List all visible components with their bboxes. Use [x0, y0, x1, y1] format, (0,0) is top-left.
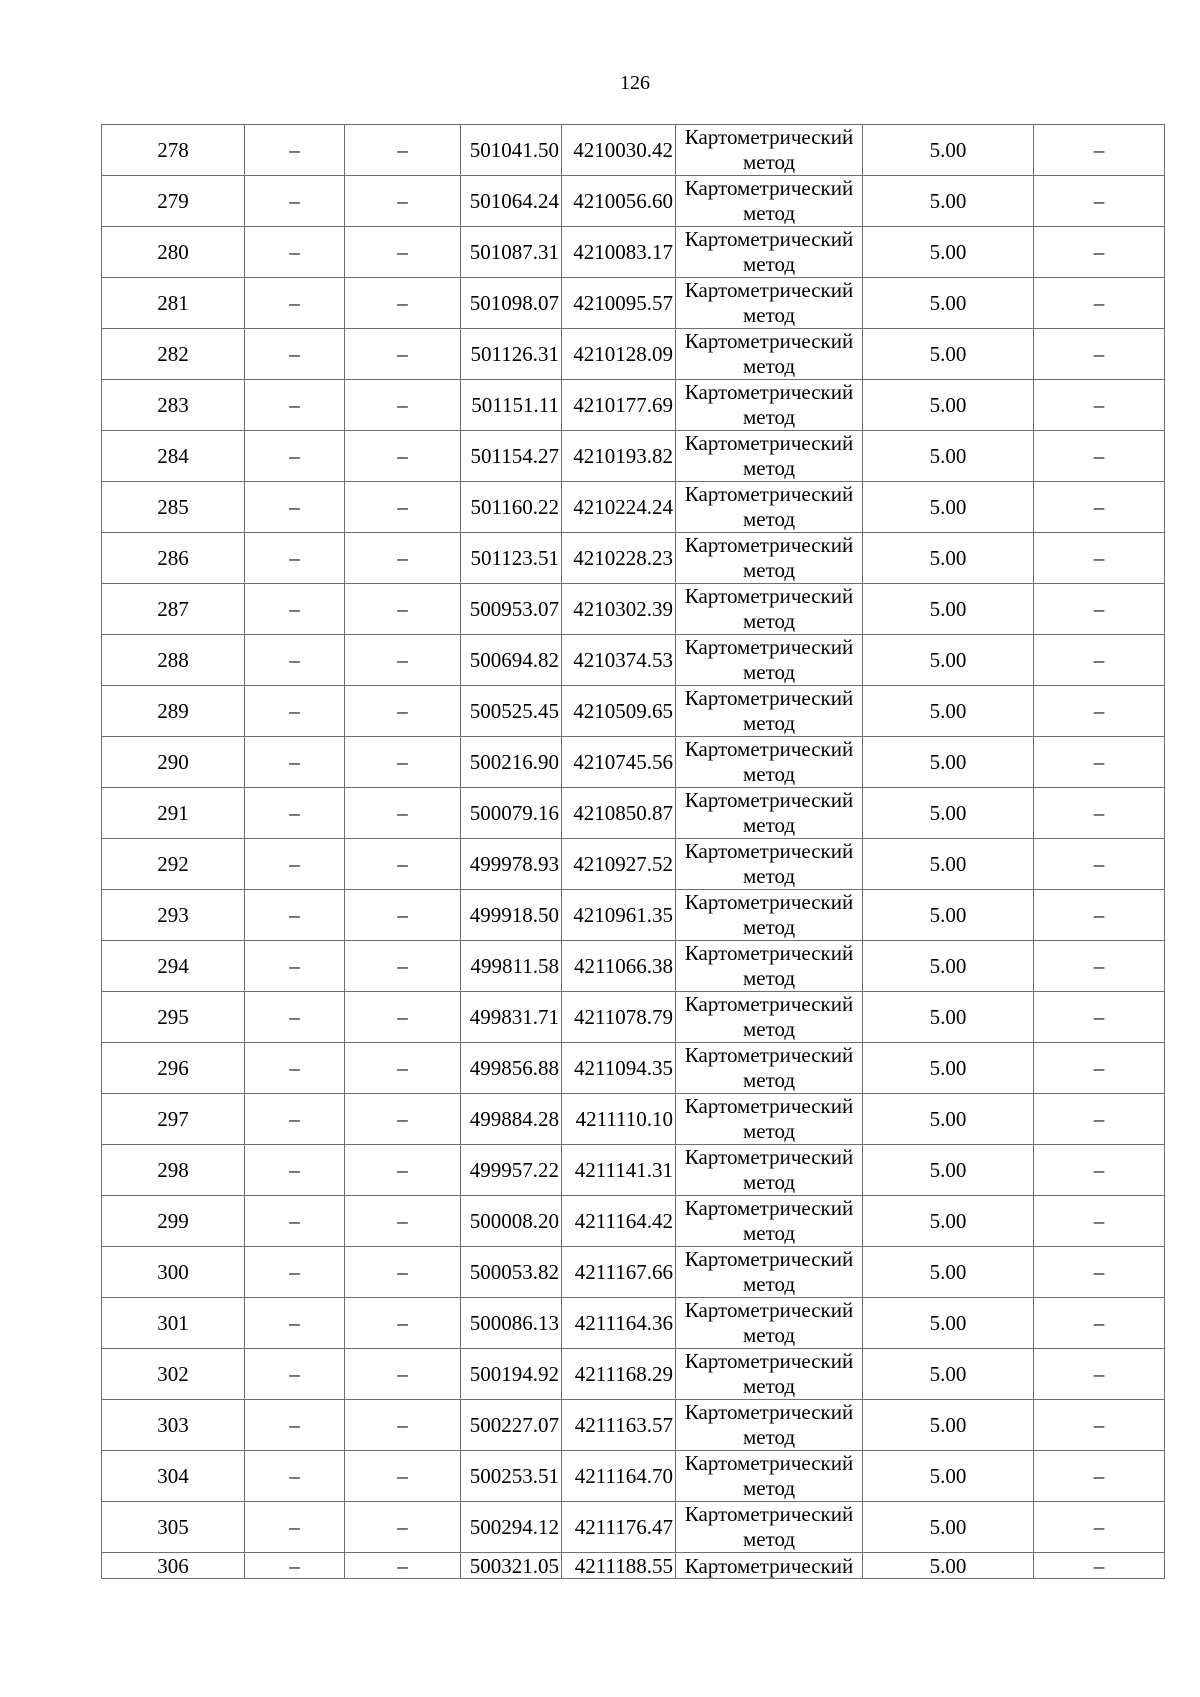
table-row	[102, 839, 1165, 890]
method-cell: Картометрический метод	[676, 1451, 863, 1502]
y-coordinate-cell: 4211164.42	[562, 1196, 676, 1247]
method-cell: Картометрический метод	[676, 1094, 863, 1145]
table-row	[102, 1145, 1165, 1196]
dash-cell: –	[1034, 1196, 1165, 1247]
point-number-cell: 281	[102, 278, 245, 329]
accuracy-cell: 5.00	[863, 1247, 1034, 1298]
dash-cell: –	[245, 176, 345, 227]
accuracy-cell: 5.00	[863, 176, 1034, 227]
y-coordinate-cell: 4211163.57	[562, 1400, 676, 1451]
dash-cell: –	[1034, 125, 1165, 176]
table-row	[102, 584, 1165, 635]
dash-cell: –	[345, 1094, 461, 1145]
table-row	[102, 1553, 1165, 1579]
table-row	[102, 1502, 1165, 1553]
y-coordinate-cell: 4211188.55	[562, 1553, 676, 1579]
accuracy-cell: 5.00	[863, 1145, 1034, 1196]
dash-cell: –	[345, 1400, 461, 1451]
dash-cell: –	[1034, 941, 1165, 992]
method-cell: Картометрический метод	[676, 227, 863, 278]
point-number-cell: 295	[102, 992, 245, 1043]
method-cell: Картометрический метод	[676, 1145, 863, 1196]
method-cell: Картометрический метод	[676, 380, 863, 431]
y-coordinate-cell: 4211078.79	[562, 992, 676, 1043]
x-coordinate-cell: 501154.27	[461, 431, 562, 482]
method-cell: Картометрический метод	[676, 1043, 863, 1094]
y-coordinate-cell: 4211176.47	[562, 1502, 676, 1553]
dash-cell: –	[345, 1247, 461, 1298]
dash-cell: –	[345, 890, 461, 941]
dash-cell: –	[1034, 278, 1165, 329]
accuracy-cell: 5.00	[863, 1451, 1034, 1502]
dash-cell: –	[245, 125, 345, 176]
method-cell: Картометрический метод	[676, 737, 863, 788]
dash-cell: –	[1034, 788, 1165, 839]
method-cell: Картометрический метод	[676, 1349, 863, 1400]
dash-cell: –	[245, 1247, 345, 1298]
y-coordinate-cell: 4211110.10	[562, 1094, 676, 1145]
dash-cell: –	[345, 839, 461, 890]
point-number-cell: 298	[102, 1145, 245, 1196]
point-number-cell: 297	[102, 1094, 245, 1145]
dash-cell: –	[245, 788, 345, 839]
method-cell: Картометрический метод	[676, 176, 863, 227]
table-row	[102, 1094, 1165, 1145]
dash-cell: –	[345, 1349, 461, 1400]
dash-cell: –	[1034, 686, 1165, 737]
method-cell: Картометрический метод	[676, 890, 863, 941]
point-number-cell: 278	[102, 125, 245, 176]
method-cell: Картометрический метод	[676, 1502, 863, 1553]
y-coordinate-cell: 4211141.31	[562, 1145, 676, 1196]
point-number-cell: 299	[102, 1196, 245, 1247]
table-row	[102, 788, 1165, 839]
x-coordinate-cell: 499811.58	[461, 941, 562, 992]
dash-cell: –	[345, 227, 461, 278]
coordinates-table	[101, 124, 1165, 1579]
dash-cell: –	[345, 1298, 461, 1349]
dash-cell: –	[1034, 1553, 1165, 1579]
dash-cell: –	[245, 839, 345, 890]
dash-cell: –	[245, 1094, 345, 1145]
table-row	[102, 635, 1165, 686]
accuracy-cell: 5.00	[863, 227, 1034, 278]
dash-cell: –	[1034, 635, 1165, 686]
y-coordinate-cell: 4210228.23	[562, 533, 676, 584]
accuracy-cell: 5.00	[863, 1349, 1034, 1400]
point-number-cell: 290	[102, 737, 245, 788]
x-coordinate-cell: 499884.28	[461, 1094, 562, 1145]
point-number-cell: 304	[102, 1451, 245, 1502]
point-number-cell: 293	[102, 890, 245, 941]
x-coordinate-cell: 501041.50	[461, 125, 562, 176]
point-number-cell: 289	[102, 686, 245, 737]
method-cell: Картометрический	[676, 1553, 863, 1579]
dash-cell: –	[1034, 1043, 1165, 1094]
method-cell: Картометрический метод	[676, 278, 863, 329]
x-coordinate-cell: 499856.88	[461, 1043, 562, 1094]
accuracy-cell: 5.00	[863, 635, 1034, 686]
dash-cell: –	[245, 1451, 345, 1502]
page-number: 126	[620, 72, 650, 94]
table-row	[102, 1451, 1165, 1502]
accuracy-cell: 5.00	[863, 380, 1034, 431]
dash-cell: –	[1034, 584, 1165, 635]
table-row	[102, 737, 1165, 788]
dash-cell: –	[245, 380, 345, 431]
dash-cell: –	[245, 1145, 345, 1196]
table-row	[102, 1196, 1165, 1247]
y-coordinate-cell: 4211167.66	[562, 1247, 676, 1298]
dash-cell: –	[245, 1298, 345, 1349]
point-number-cell: 301	[102, 1298, 245, 1349]
method-cell: Картометрический метод	[676, 788, 863, 839]
dash-cell: –	[345, 278, 461, 329]
x-coordinate-cell: 499831.71	[461, 992, 562, 1043]
dash-cell: –	[1034, 1094, 1165, 1145]
accuracy-cell: 5.00	[863, 1298, 1034, 1349]
y-coordinate-cell: 4210927.52	[562, 839, 676, 890]
accuracy-cell: 5.00	[863, 329, 1034, 380]
dash-cell: –	[1034, 431, 1165, 482]
dash-cell: –	[245, 1502, 345, 1553]
dash-cell: –	[245, 1043, 345, 1094]
accuracy-cell: 5.00	[863, 839, 1034, 890]
method-cell: Картометрический метод	[676, 329, 863, 380]
dash-cell: –	[1034, 1247, 1165, 1298]
accuracy-cell: 5.00	[863, 1043, 1034, 1094]
point-number-cell: 291	[102, 788, 245, 839]
table-row	[102, 329, 1165, 380]
method-cell: Картометрический метод	[676, 1196, 863, 1247]
y-coordinate-cell: 4210224.24	[562, 482, 676, 533]
accuracy-cell: 5.00	[863, 1553, 1034, 1579]
method-cell: Картометрический метод	[676, 1400, 863, 1451]
dash-cell: –	[1034, 1349, 1165, 1400]
dash-cell: –	[245, 1400, 345, 1451]
dash-cell: –	[345, 584, 461, 635]
point-number-cell: 303	[102, 1400, 245, 1451]
dash-cell: –	[245, 431, 345, 482]
table-row	[102, 992, 1165, 1043]
method-cell: Картометрический метод	[676, 584, 863, 635]
accuracy-cell: 5.00	[863, 1196, 1034, 1247]
dash-cell: –	[245, 533, 345, 584]
accuracy-cell: 5.00	[863, 686, 1034, 737]
point-number-cell: 305	[102, 1502, 245, 1553]
dash-cell: –	[245, 737, 345, 788]
dash-cell: –	[1034, 992, 1165, 1043]
x-coordinate-cell: 501151.11	[461, 380, 562, 431]
y-coordinate-cell: 4210056.60	[562, 176, 676, 227]
dash-cell: –	[1034, 482, 1165, 533]
y-coordinate-cell: 4210302.39	[562, 584, 676, 635]
accuracy-cell: 5.00	[863, 584, 1034, 635]
dash-cell: –	[245, 278, 345, 329]
x-coordinate-cell: 501064.24	[461, 176, 562, 227]
y-coordinate-cell: 4211164.36	[562, 1298, 676, 1349]
y-coordinate-cell: 4211168.29	[562, 1349, 676, 1400]
dash-cell: –	[345, 125, 461, 176]
y-coordinate-cell: 4210177.69	[562, 380, 676, 431]
dash-cell: –	[245, 941, 345, 992]
y-coordinate-cell: 4210850.87	[562, 788, 676, 839]
x-coordinate-cell: 499957.22	[461, 1145, 562, 1196]
table-row	[102, 1298, 1165, 1349]
x-coordinate-cell: 501126.31	[461, 329, 562, 380]
accuracy-cell: 5.00	[863, 992, 1034, 1043]
accuracy-cell: 5.00	[863, 125, 1034, 176]
dash-cell: –	[345, 992, 461, 1043]
point-number-cell: 300	[102, 1247, 245, 1298]
point-number-cell: 280	[102, 227, 245, 278]
point-number-cell: 306	[102, 1553, 245, 1579]
dash-cell: –	[245, 1196, 345, 1247]
method-cell: Картометрический метод	[676, 941, 863, 992]
method-cell: Картометрический метод	[676, 686, 863, 737]
y-coordinate-cell: 4210095.57	[562, 278, 676, 329]
y-coordinate-cell: 4210961.35	[562, 890, 676, 941]
dash-cell: –	[245, 890, 345, 941]
x-coordinate-cell: 500253.51	[461, 1451, 562, 1502]
dash-cell: –	[1034, 1145, 1165, 1196]
y-coordinate-cell: 4210374.53	[562, 635, 676, 686]
dash-cell: –	[345, 737, 461, 788]
point-number-cell: 302	[102, 1349, 245, 1400]
table-row	[102, 941, 1165, 992]
accuracy-cell: 5.00	[863, 278, 1034, 329]
table-row	[102, 431, 1165, 482]
dash-cell: –	[245, 227, 345, 278]
dash-cell: –	[245, 686, 345, 737]
table-row	[102, 482, 1165, 533]
dash-cell: –	[1034, 227, 1165, 278]
dash-cell: –	[1034, 380, 1165, 431]
point-number-cell: 279	[102, 176, 245, 227]
x-coordinate-cell: 499918.50	[461, 890, 562, 941]
y-coordinate-cell: 4210030.42	[562, 125, 676, 176]
dash-cell: –	[1034, 890, 1165, 941]
dash-cell: –	[345, 1553, 461, 1579]
method-cell: Картометрический метод	[676, 1247, 863, 1298]
method-cell: Картометрический метод	[676, 431, 863, 482]
method-cell: Картометрический метод	[676, 533, 863, 584]
dash-cell: –	[1034, 1298, 1165, 1349]
point-number-cell: 294	[102, 941, 245, 992]
point-number-cell: 287	[102, 584, 245, 635]
dash-cell: –	[245, 329, 345, 380]
dash-cell: –	[245, 635, 345, 686]
dash-cell: –	[345, 1043, 461, 1094]
dash-cell: –	[345, 533, 461, 584]
dash-cell: –	[1034, 533, 1165, 584]
dash-cell: –	[345, 788, 461, 839]
y-coordinate-cell: 4210509.65	[562, 686, 676, 737]
accuracy-cell: 5.00	[863, 788, 1034, 839]
method-cell: Картометрический метод	[676, 1298, 863, 1349]
x-coordinate-cell: 500953.07	[461, 584, 562, 635]
table-row	[102, 1043, 1165, 1094]
table-row	[102, 1400, 1165, 1451]
dash-cell: –	[1034, 839, 1165, 890]
x-coordinate-cell: 500525.45	[461, 686, 562, 737]
table-row	[102, 533, 1165, 584]
accuracy-cell: 5.00	[863, 1400, 1034, 1451]
dash-cell: –	[1034, 1502, 1165, 1553]
table-body	[102, 125, 1165, 1579]
x-coordinate-cell: 499978.93	[461, 839, 562, 890]
accuracy-cell: 5.00	[863, 890, 1034, 941]
dash-cell: –	[1034, 329, 1165, 380]
point-number-cell: 292	[102, 839, 245, 890]
x-coordinate-cell: 500086.13	[461, 1298, 562, 1349]
table-row	[102, 278, 1165, 329]
dash-cell: –	[345, 1145, 461, 1196]
table-row	[102, 890, 1165, 941]
accuracy-cell: 5.00	[863, 941, 1034, 992]
accuracy-cell: 5.00	[863, 737, 1034, 788]
point-number-cell: 288	[102, 635, 245, 686]
x-coordinate-cell: 501123.51	[461, 533, 562, 584]
x-coordinate-cell: 500079.16	[461, 788, 562, 839]
dash-cell: –	[345, 431, 461, 482]
x-coordinate-cell: 501087.31	[461, 227, 562, 278]
table-row	[102, 380, 1165, 431]
x-coordinate-cell: 500321.05	[461, 1553, 562, 1579]
table-row	[102, 125, 1165, 176]
dash-cell: –	[245, 992, 345, 1043]
dash-cell: –	[345, 686, 461, 737]
point-number-cell: 282	[102, 329, 245, 380]
accuracy-cell: 5.00	[863, 431, 1034, 482]
table-row	[102, 1247, 1165, 1298]
accuracy-cell: 5.00	[863, 1502, 1034, 1553]
accuracy-cell: 5.00	[863, 533, 1034, 584]
dash-cell: –	[1034, 1451, 1165, 1502]
point-number-cell: 283	[102, 380, 245, 431]
method-cell: Картометрический метод	[676, 839, 863, 890]
method-cell: Картометрический метод	[676, 482, 863, 533]
x-coordinate-cell: 500194.92	[461, 1349, 562, 1400]
x-coordinate-cell: 501160.22	[461, 482, 562, 533]
table-row	[102, 176, 1165, 227]
method-cell: Картометрический метод	[676, 635, 863, 686]
y-coordinate-cell: 4210193.82	[562, 431, 676, 482]
dash-cell: –	[245, 482, 345, 533]
table-row	[102, 227, 1165, 278]
x-coordinate-cell: 500216.90	[461, 737, 562, 788]
dash-cell: –	[245, 1349, 345, 1400]
point-number-cell: 286	[102, 533, 245, 584]
y-coordinate-cell: 4210128.09	[562, 329, 676, 380]
x-coordinate-cell: 500294.12	[461, 1502, 562, 1553]
x-coordinate-cell: 500694.82	[461, 635, 562, 686]
accuracy-cell: 5.00	[863, 1094, 1034, 1145]
table-row	[102, 1349, 1165, 1400]
y-coordinate-cell: 4211066.38	[562, 941, 676, 992]
dash-cell: –	[1034, 176, 1165, 227]
dash-cell: –	[345, 380, 461, 431]
dash-cell: –	[245, 584, 345, 635]
method-cell: Картометрический метод	[676, 125, 863, 176]
dash-cell: –	[345, 329, 461, 380]
y-coordinate-cell: 4210745.56	[562, 737, 676, 788]
point-number-cell: 296	[102, 1043, 245, 1094]
x-coordinate-cell: 501098.07	[461, 278, 562, 329]
dash-cell: –	[345, 1196, 461, 1247]
dash-cell: –	[245, 1553, 345, 1579]
point-number-cell: 284	[102, 431, 245, 482]
dash-cell: –	[1034, 1400, 1165, 1451]
y-coordinate-cell: 4210083.17	[562, 227, 676, 278]
dash-cell: –	[345, 941, 461, 992]
dash-cell: –	[345, 176, 461, 227]
x-coordinate-cell: 500053.82	[461, 1247, 562, 1298]
dash-cell: –	[345, 1451, 461, 1502]
dash-cell: –	[345, 635, 461, 686]
dash-cell: –	[1034, 737, 1165, 788]
dash-cell: –	[345, 1502, 461, 1553]
x-coordinate-cell: 500227.07	[461, 1400, 562, 1451]
y-coordinate-cell: 4211164.70	[562, 1451, 676, 1502]
y-coordinate-cell: 4211094.35	[562, 1043, 676, 1094]
point-number-cell: 285	[102, 482, 245, 533]
x-coordinate-cell: 500008.20	[461, 1196, 562, 1247]
accuracy-cell: 5.00	[863, 482, 1034, 533]
method-cell: Картометрический метод	[676, 992, 863, 1043]
dash-cell: –	[345, 482, 461, 533]
table-row	[102, 686, 1165, 737]
